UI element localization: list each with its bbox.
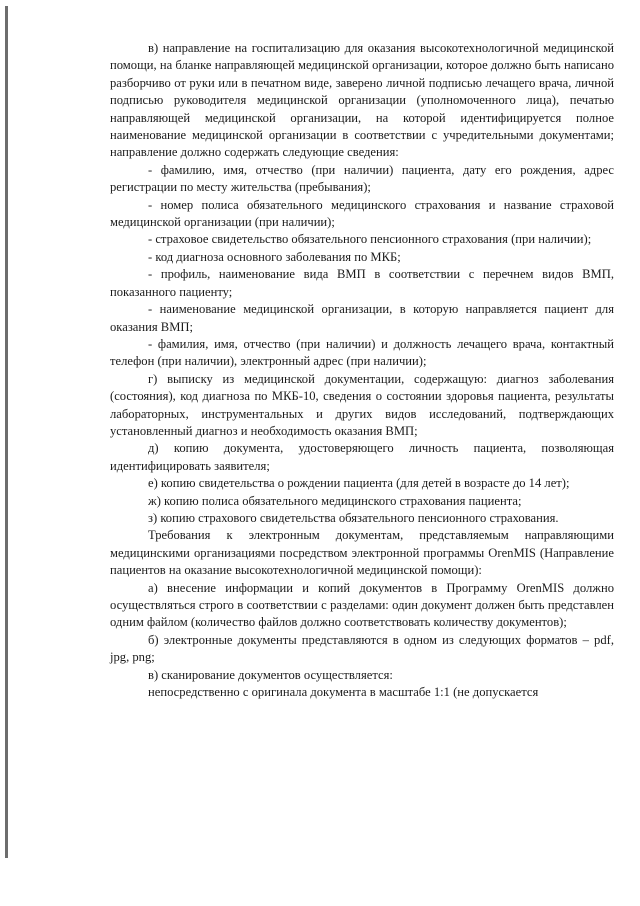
paragraph-vmp-profile: - профиль, наименование вида ВМП в соответствии с перечнем видов ВМП, показанного пациенту;	[110, 267, 614, 299]
paragraph-identity-document: д) копию документа, удостоверяющего личность пациента, позволяющая идентифицировать заявителя;	[110, 441, 614, 473]
paragraph-referral: в) направление на госпитализацию для оказания высокотехнологичной медицинской помощи, на бланке направляющей медицинской организации, которое должно быть написано разборчиво от руки или в печатном виде, заверено личной подписью лечащего врача, личной подписью руководителя медицинской организации (уполномоченного лица), печатью направляющей медицинской организации, на которой идентифицируется полное наименование медицинской организации в соответствии с учредительными документами; направление должно содержать следующие сведения:	[110, 41, 614, 160]
paragraph-electronic-requirements: Требования к электронным документам, представляемым направляющими медицинскими организациями посредством электронной программы OrenMIS (Направление пациентов на оказание высокотехнологичной медицинской помощи):	[110, 528, 614, 578]
paragraph-patient-name: - фамилию, имя, отчество (при наличии) пациента, дату его рождения, адрес регистрации по месту жительства (пребывания);	[110, 162, 614, 195]
paragraph-pension-certificate: - страховое свидетельство обязательного пенсионного страхования (при наличии);	[148, 232, 592, 247]
paragraph-pension-copy: з) копию страхового свидетельства обязательного пенсионного страхования.	[148, 510, 559, 525]
document-page	[110, 40, 614, 701]
paragraph-policy-number: - номер полиса обязательного медицинского страхования и название страховой медицинской организации (при наличии);	[110, 197, 614, 230]
paragraph-policy-copy: ж) копию полиса обязательного медицинского страхования пациента;	[148, 493, 522, 508]
paragraph-data-entry: а) внесение информации и копий документов в Программу OrenMIS должно осуществляться строго в соответствии с разделами: один документ должен быть представлен одним файлом (количество файлов должно соответствовать количеству документов);	[110, 580, 614, 630]
paragraph-scanning-original: непосредственно с оригинала документа в масштабе 1:1 (не допускается	[148, 685, 539, 700]
paragraph-diagnosis-code: - код диагноза основного заболевания по МКБ;	[148, 249, 401, 264]
paragraph-doctor-info: - фамилия, имя, отчество (при наличии) и должность лечащего врача, контактный телефон (при наличии), электронный адрес (при наличии);	[110, 336, 614, 369]
paragraph-file-formats: б) электронные документы представляются в одном из следующих форматов – pdf, jpg, png;	[110, 632, 614, 665]
paragraph-birth-certificate: е) копию свидетельства о рождении пациента (для детей в возрасте до 14 лет);	[148, 476, 570, 491]
paragraph-scanning: в) сканирование документов осуществляется:	[148, 667, 393, 682]
page-edge-bar	[5, 6, 8, 858]
paragraph-target-organization: - наименование медицинской организации, в которую направляется пациент для оказания ВМП;	[110, 302, 614, 334]
paragraph-medical-extract: г) выписку из медицинской документации, содержащую: диагноз заболевания (состояния), код диагноза по МКБ-10, сведения о состоянии здоровья пациента, результаты лабораторных, инструментальных и других видов исследований, подтверждающих установленный диагноз и необходимость оказания ВМП;	[110, 371, 614, 438]
